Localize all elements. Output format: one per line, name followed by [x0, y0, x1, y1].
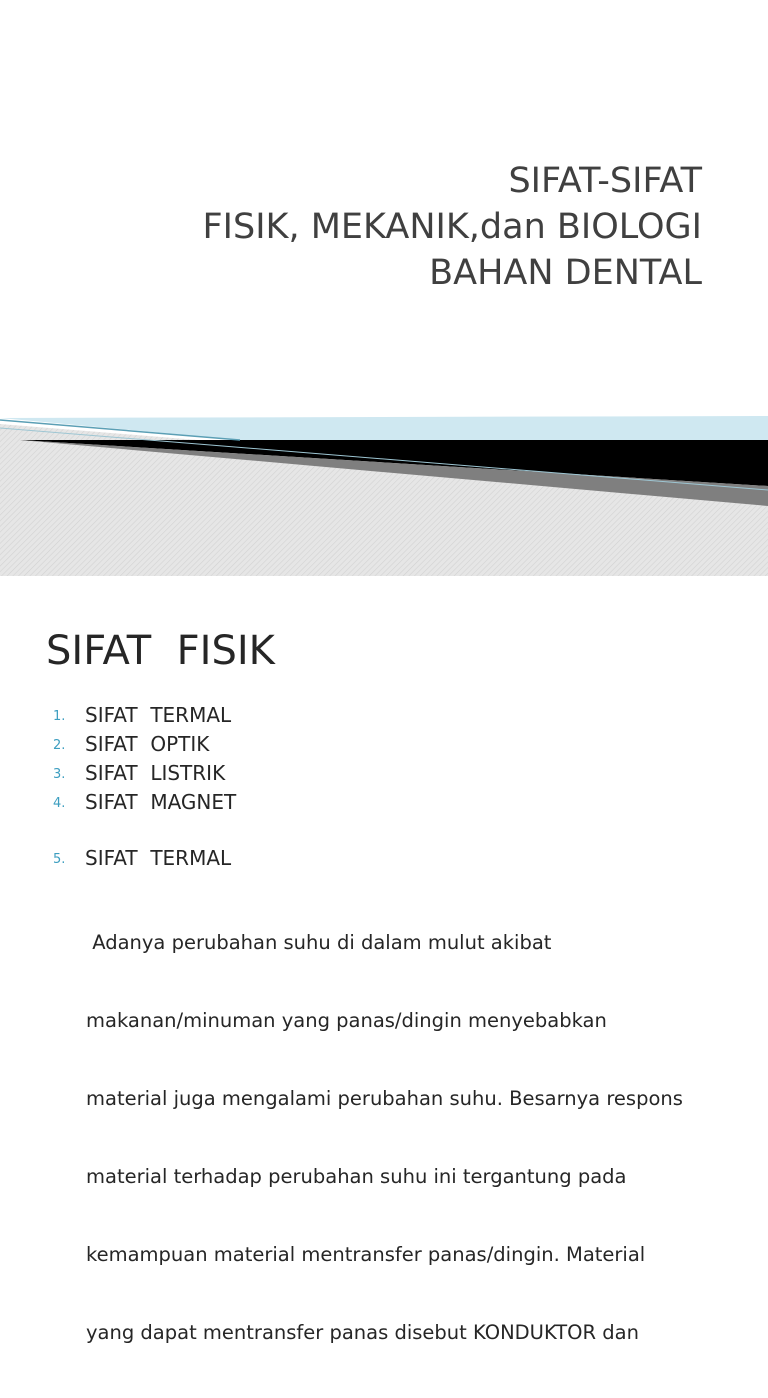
title-line-1: SIFAT-SIFAT: [508, 161, 702, 201]
list-item: [0, 790, 768, 819]
list-item-label: SIFAT TERMAL: [85, 846, 232, 870]
paragraph-line: Adanya perubahan suhu di dalam mulut akibat: [86, 931, 552, 954]
paragraph-line: material terhadap perubahan suhu ini tergantung pada: [86, 1165, 627, 1188]
list-item-label: SIFAT LISTRIK: [85, 761, 226, 785]
paragraph-line: kemampuan material mentransfer panas/dingin. Material: [86, 1243, 646, 1266]
paragraph-line: makanan/minuman yang panas/dingin menyebabkan: [86, 1009, 607, 1032]
list-number: 3.: [53, 767, 66, 782]
list-item: [0, 761, 768, 790]
list-number: 5.: [53, 852, 66, 867]
slide-title: [203, 158, 702, 296]
termal-description: [86, 878, 726, 1398]
list-item-label: SIFAT OPTIK: [85, 732, 210, 756]
list-item-label: SIFAT MAGNET: [85, 790, 237, 814]
list-item: [0, 703, 768, 732]
list-item-label: SIFAT TERMAL: [85, 703, 232, 727]
paragraph-line: yang dapat mentransfer panas disebut KONDUKTOR dan: [86, 1321, 639, 1344]
title-slide: [0, 0, 768, 576]
content-slide: [0, 576, 768, 1344]
title-line-2: FISIK, MEKANIK,dan BIOLOGI: [202, 207, 702, 247]
list-item: [0, 732, 768, 761]
slide-heading: SIFAT FISIK: [46, 628, 275, 674]
list-number: 1.: [53, 709, 66, 724]
paragraph-line: material juga mengalami perubahan suhu. Besarnya respons: [86, 1087, 683, 1110]
property-list: [0, 703, 768, 819]
title-line-3: BAHAN DENTAL: [429, 253, 702, 293]
list-number: 4.: [53, 796, 66, 811]
list-number: 2.: [53, 738, 66, 753]
